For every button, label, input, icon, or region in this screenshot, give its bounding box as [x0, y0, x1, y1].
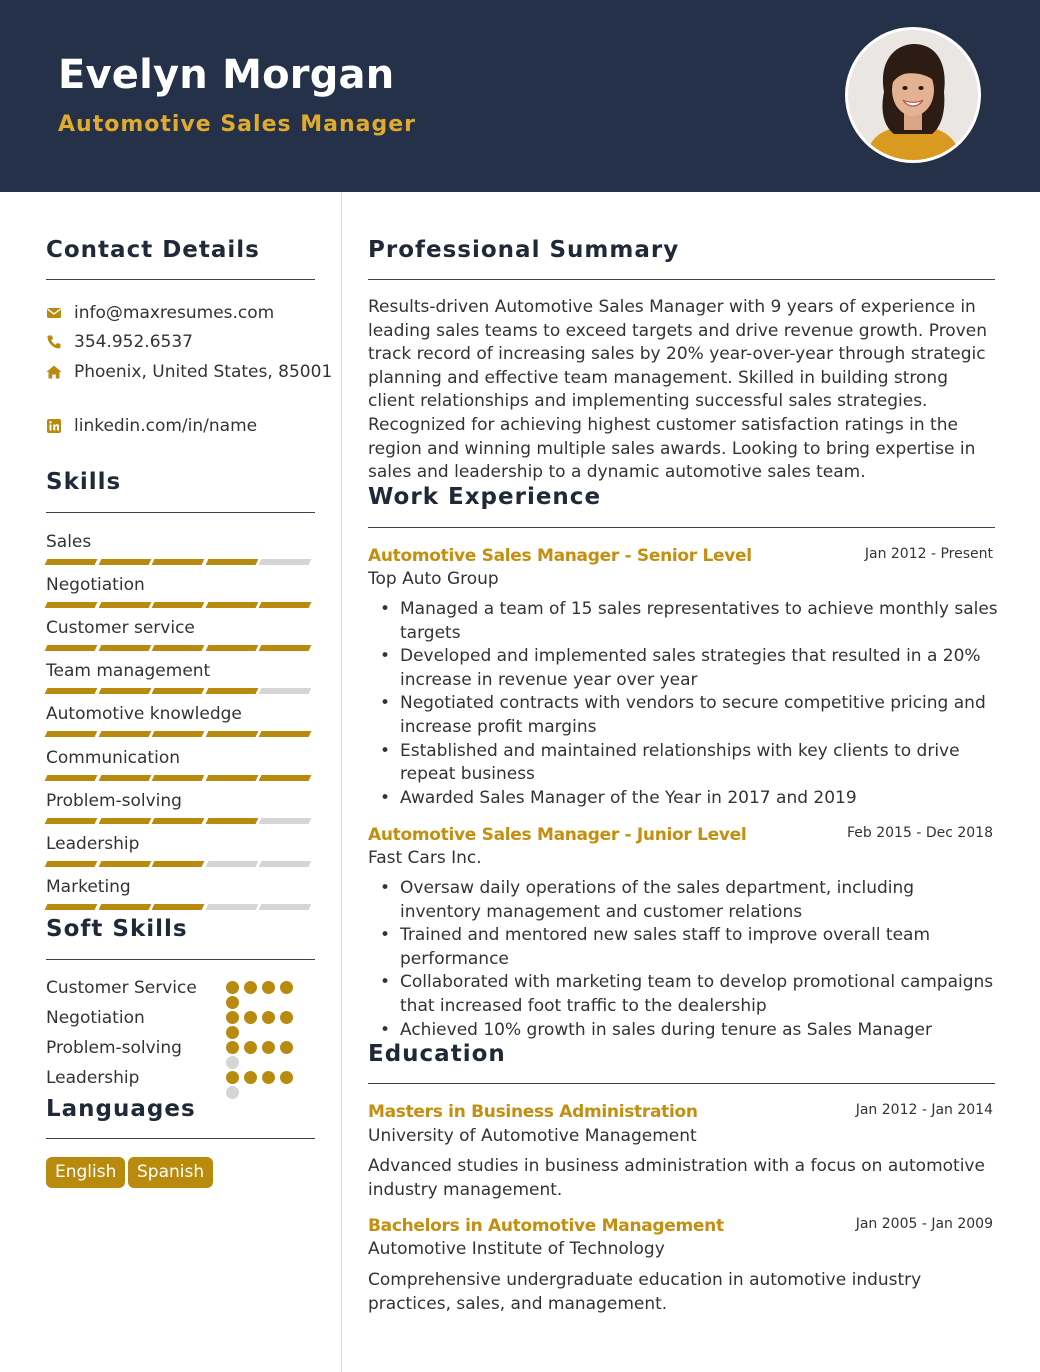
skill-row [46, 574, 314, 608]
skill-level-segment [98, 559, 151, 565]
skill-level-segment [152, 645, 205, 651]
skill-row [46, 876, 314, 910]
skill-level-bar [46, 602, 314, 608]
education-degree: Bachelors in Automotive Management [368, 1216, 724, 1236]
skill-row [46, 660, 314, 694]
skill-level-segment [205, 602, 258, 608]
skill-level-segment [45, 602, 98, 608]
education-description: Comprehensive undergraduate education in automotive industry practices, sales, and management. [368, 1270, 922, 1314]
soft-skill-row [46, 1037, 306, 1059]
soft-skill-dot [262, 1041, 275, 1054]
skill-level-segment [152, 559, 205, 565]
skill-level-segment [205, 688, 258, 694]
soft-skills-heading: Soft Skills [46, 916, 188, 942]
skills-heading: Skills [46, 469, 122, 495]
soft-skills-rule [46, 959, 315, 960]
skill-level-segment [45, 904, 98, 910]
skill-name: Sales [46, 532, 92, 552]
skill-level-bar [46, 904, 314, 910]
languages-rule [46, 1138, 315, 1139]
contact-phone[interactable] [46, 331, 336, 353]
job-bullet: • Managed a team of 15 sales representatives to achieve monthly sales targets [368, 598, 998, 645]
job-bullet: • Oversaw daily operations of the sales department, including inventory management and customer relations [368, 877, 998, 924]
soft-skill-dot [280, 1011, 293, 1024]
experience-rule [368, 527, 995, 528]
job-bullet: • Negotiated contracts with vendors to secure competitive pricing and increase profit margins [368, 692, 998, 739]
column-divider [341, 192, 342, 1372]
skill-level-segment [205, 645, 258, 651]
skill-row [46, 790, 314, 824]
summary-rule [368, 279, 995, 280]
skill-level-segment [45, 818, 98, 824]
skill-level-segment [45, 731, 98, 737]
envelope-icon [46, 305, 62, 321]
job-dates: Jan 2012 - Present [864, 546, 993, 562]
skill-level-segment [98, 688, 151, 694]
soft-skill-row [46, 1067, 306, 1089]
job-bullet: • Collaborated with marketing team to develop promotional campaigns that increased foot traffic to the dealership [368, 971, 998, 1018]
skill-level-segment [45, 645, 98, 651]
skill-level-segment [205, 904, 258, 910]
experience-heading: Work Experience [368, 484, 602, 510]
skill-level-segment [45, 559, 98, 565]
skill-row [46, 747, 314, 781]
summary-heading: Professional Summary [368, 237, 680, 263]
education-school: University of Automotive Management [368, 1126, 697, 1146]
contact-linkedin-text: linkedin.com/in/name [74, 416, 258, 436]
soft-skill-dot [244, 1071, 257, 1084]
skill-level-segment [205, 861, 258, 867]
soft-skill-dot [244, 981, 257, 994]
education-dates: Jan 2005 - Jan 2009 [855, 1216, 993, 1232]
soft-skill-dot [226, 1041, 239, 1054]
skill-level-segment [259, 904, 312, 910]
contact-linkedin[interactable] [46, 415, 336, 437]
education-heading: Education [368, 1041, 506, 1067]
language-badge: English [46, 1157, 125, 1188]
soft-skill-row [46, 1007, 306, 1029]
soft-skill-dot [226, 1086, 239, 1099]
skill-level-segment [259, 818, 312, 824]
skill-level-bar [46, 731, 314, 737]
skill-row [46, 617, 314, 651]
soft-skill-dot [226, 981, 239, 994]
language-badge: Spanish [128, 1157, 213, 1188]
summary-text: Results-driven Automotive Sales Manager with 9 years of experience in leading sales teams to exceed targets and drive revenue growth. Proven track record of increasing sales by 20% year-over-year through strategic planning and effective team management. Skilled in building strong client relationships and implementing successful sales strategies. Recognized for achieving highest customer satisfaction ratings in the region and winning multiple sales awards. Looking to bring expertise in sales and leadership to a dynamic automotive sales team. [368, 297, 988, 483]
skill-name: Automotive knowledge [46, 704, 242, 725]
job-bullet: • Achieved 10% growth in sales during tenure as Sales Manager [368, 1019, 998, 1043]
skill-level-segment [98, 731, 151, 737]
skill-level-segment [259, 731, 312, 737]
skill-row [46, 531, 314, 565]
job-bullets [368, 598, 998, 810]
education-description: Advanced studies in business administration with a focus on automotive industry management. [368, 1156, 985, 1200]
soft-skill-name: Leadership [46, 1068, 140, 1088]
contact-rule [46, 279, 315, 280]
phone-icon [46, 334, 62, 350]
home-icon [46, 364, 62, 380]
skill-level-segment [259, 559, 312, 565]
skill-name: Negotiation [46, 575, 145, 596]
soft-skill-dot [280, 981, 293, 994]
skill-name: Communication [46, 747, 180, 768]
job-role: Automotive Sales Manager - Junior Level [368, 825, 747, 845]
job-bullets [368, 877, 998, 1042]
job-role: Automotive Sales Manager - Senior Level [368, 546, 752, 566]
soft-skill-dot [226, 1071, 239, 1084]
skill-level-segment [98, 818, 151, 824]
languages-heading: Languages [46, 1096, 196, 1122]
skill-level-segment [152, 818, 205, 824]
skill-level-segment [98, 602, 151, 608]
contact-email[interactable] [46, 302, 336, 324]
job-bullet: • Developed and implemented sales strategies that resulted in a 20% increase in revenue year over year [368, 645, 998, 692]
soft-skill-dot [226, 1011, 239, 1024]
skill-level-segment [45, 688, 98, 694]
skill-level-bar [46, 688, 314, 694]
skill-name: Problem-solving [46, 790, 182, 811]
skill-level-segment [45, 861, 98, 867]
soft-skill-dot [280, 1041, 293, 1054]
job-company: Fast Cars Inc. [368, 848, 482, 868]
skill-name: Customer service [46, 618, 195, 639]
profile-photo-illustration [848, 30, 978, 160]
soft-skill-name: Problem-solving [46, 1038, 182, 1058]
contact-address [46, 361, 336, 383]
education-rule [368, 1083, 995, 1084]
soft-skill-dot [262, 1071, 275, 1084]
skill-row [46, 833, 314, 867]
skill-name: Marketing [46, 876, 131, 897]
contact-heading: Contact Details [46, 237, 260, 263]
resume-header [0, 0, 1040, 192]
education-degree: Masters in Business Administration [368, 1102, 698, 1122]
skill-level-segment [205, 775, 258, 781]
skill-level-segment [205, 731, 258, 737]
skill-level-segment [152, 775, 205, 781]
skill-level-segment [259, 602, 312, 608]
skill-level-bar [46, 775, 314, 781]
skill-row [46, 703, 314, 737]
candidate-name: Evelyn Morgan [58, 52, 395, 98]
contact-address-text: Phoenix, United States, 85001 [74, 362, 333, 382]
job-company: Top Auto Group [368, 569, 499, 589]
skill-level-segment [259, 861, 312, 867]
job-bullet: • Trained and mentored new sales staff to improve overall team performance [368, 924, 998, 971]
skill-level-segment [152, 861, 205, 867]
skills-rule [46, 512, 315, 513]
skill-level-segment [259, 645, 312, 651]
job-bullet: • Established and maintained relationships with key clients to drive repeat business [368, 740, 998, 787]
soft-skill-dot [262, 1011, 275, 1024]
candidate-title: Automotive Sales Manager [58, 112, 417, 137]
linkedin-icon [46, 418, 62, 434]
skill-level-segment [98, 645, 151, 651]
skill-name: Leadership [46, 833, 140, 854]
skill-level-segment [152, 731, 205, 737]
skill-level-segment [152, 602, 205, 608]
skill-level-segment [205, 818, 258, 824]
soft-skill-dot [244, 1011, 257, 1024]
job-dates: Feb 2015 - Dec 2018 [847, 825, 993, 841]
soft-skill-dot [262, 981, 275, 994]
skill-level-segment [205, 559, 258, 565]
skill-level-segment [152, 688, 205, 694]
skill-level-segment [152, 904, 205, 910]
education-school: Automotive Institute of Technology [368, 1239, 665, 1259]
skill-level-segment [45, 775, 98, 781]
skill-level-segment [98, 775, 151, 781]
skill-level-segment [98, 861, 151, 867]
skill-level-bar [46, 818, 314, 824]
skill-level-bar [46, 645, 314, 651]
soft-skill-dot [244, 1041, 257, 1054]
skill-level-segment [259, 688, 312, 694]
soft-skill-name: Negotiation [46, 1008, 145, 1028]
job-bullet: • Awarded Sales Manager of the Year in 2017 and 2019 [368, 787, 998, 811]
skill-level-segment [98, 904, 151, 910]
soft-skill-dot [280, 1071, 293, 1084]
profile-photo-icon [845, 27, 981, 163]
skill-level-bar [46, 559, 314, 565]
education-dates: Jan 2012 - Jan 2014 [855, 1102, 993, 1118]
contact-email-text: info@maxresumes.com [74, 303, 275, 323]
skill-name: Team management [46, 661, 211, 682]
soft-skill-row [46, 977, 306, 999]
skill-level-bar [46, 861, 314, 867]
skill-level-segment [259, 775, 312, 781]
soft-skill-name: Customer Service [46, 978, 197, 998]
contact-phone-text: 354.952.6537 [74, 332, 193, 352]
